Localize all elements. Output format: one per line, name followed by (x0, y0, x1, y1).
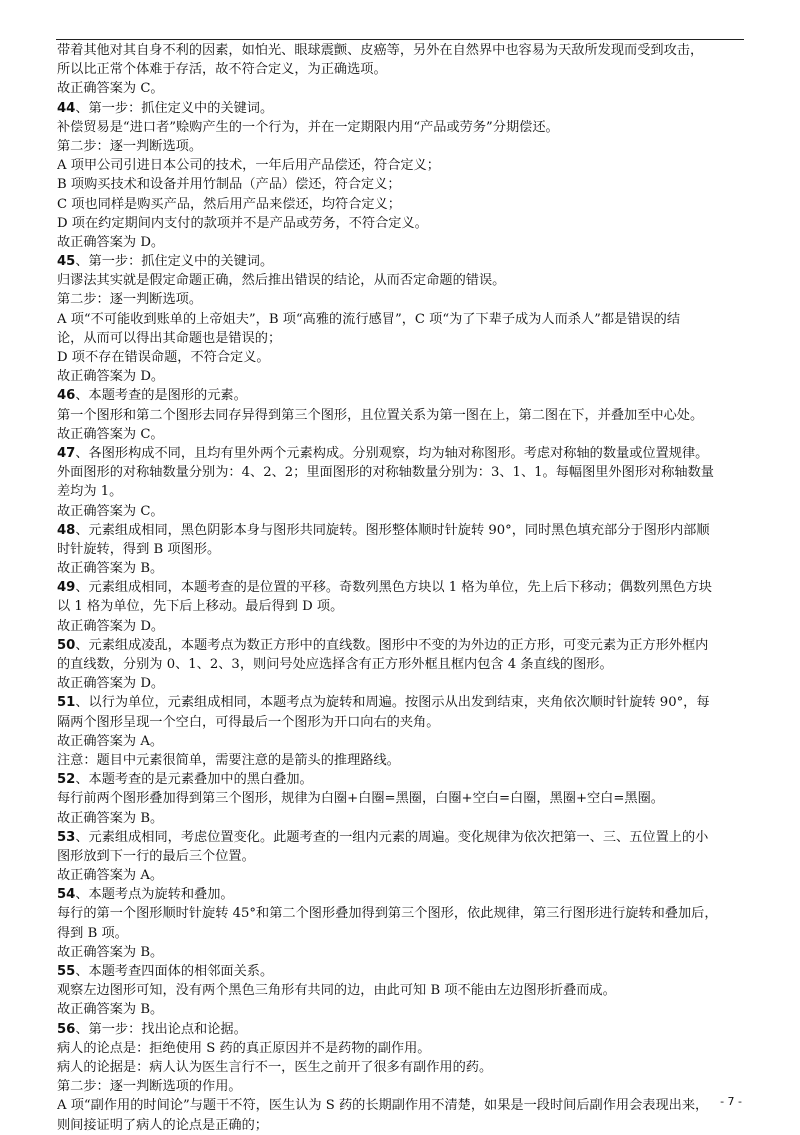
line-text: 外面图形的对称轴数量分别为：4、2、2；里面图形的对称轴数量分别为：3、1、1。每幅图里外图形对称轴数量 (57, 465, 714, 481)
text-line (57, 233, 745, 252)
question-number: 52 (57, 772, 76, 788)
question-number: 47 (57, 445, 76, 461)
text-line (57, 290, 745, 309)
question-number: 54 (57, 887, 76, 903)
line-text: 则间接证明了病人的论点是正确的； (57, 1117, 268, 1133)
line-text: 、第一步：抓住定义中的关键词。 (75, 100, 274, 116)
text-line (57, 559, 745, 578)
line-text: 、本题考查的是图形的元素。 (75, 388, 247, 404)
line-text: 故正确答案为 B。 (57, 1002, 164, 1018)
line-text: 得到 B 项。 (57, 925, 128, 941)
line-text: C 项也同样是购买产品，然后用产品来偿还，均符合定义； (57, 196, 401, 212)
text-line (57, 329, 745, 348)
line-text: 、各图形构成不同，且均有里外两个元素构成。分别观察，均为轴对称图形。考虑对称轴的数量或位置规律。 (75, 445, 709, 461)
line-text: D 项不存在错误命题，不符合定义。 (57, 350, 270, 365)
header-rule (56, 39, 744, 40)
text-line (57, 271, 745, 290)
line-text: 故正确答案为 B。 (57, 944, 164, 960)
text-line (57, 118, 745, 137)
line-text: 第二步：逐一判断选项的作用。 (57, 1079, 242, 1095)
question-heading-line (57, 578, 745, 597)
question-number: 53 (57, 829, 76, 845)
text-line (57, 175, 745, 194)
line-text: 故正确答案为 A。 (57, 868, 164, 884)
text-line (57, 1058, 745, 1077)
answer-text-body (57, 41, 745, 1135)
line-text: 病人的论据是：病人认为医生言行不一，医生之前开了很多有副作用的药。 (57, 1059, 493, 1075)
line-text: 论，从而可以得出其命题也是错误的； (57, 330, 282, 346)
text-line (57, 367, 745, 386)
question-heading-line (57, 885, 745, 904)
text-line (57, 1096, 745, 1115)
question-heading-line (57, 636, 745, 655)
line-text: A 项“不可能收到账单的上帝姐夫”，B 项“高雅的流行感冒”，C 项“为了下辈子成为人而杀人”都是错误的结 (57, 311, 681, 327)
line-text: 故正确答案为 C。 (57, 81, 164, 97)
text-line (57, 1000, 745, 1019)
line-text: 病人的论点是：拒绝使用 S 药的真正原因并不是药物的副作用。 (57, 1040, 431, 1056)
text-line (57, 981, 745, 1000)
question-heading-line (57, 252, 745, 271)
line-text: 差均为 1。 (57, 484, 123, 500)
line-text: 故正确答案为 A。 (57, 733, 164, 749)
line-text: 、以行为单位，元素组成相同，本题考点为旋转和周遍。按图示从出发到结束，夹角依次顺时针旋转 90°，每 (75, 695, 710, 711)
text-line (57, 463, 745, 482)
text-line (57, 1077, 745, 1096)
text-line (57, 406, 745, 425)
text-line (57, 866, 745, 885)
line-text: 图形放到下一行的最后三个位置。 (57, 848, 255, 864)
text-line (57, 809, 745, 828)
text-line (57, 41, 745, 60)
text-line (57, 789, 745, 808)
question-heading-line (57, 386, 745, 405)
text-line (57, 137, 745, 156)
line-text: 故正确答案为 D。 (57, 676, 165, 692)
line-text: 、本题考查的是元素叠加中的黑白叠加。 (75, 772, 313, 788)
text-line (57, 156, 745, 175)
page-number: - 7 - (720, 1095, 742, 1108)
line-text: B 项购买技术和设备并用竹制品（产品）偿还，符合定义； (57, 177, 401, 193)
text-line (57, 713, 745, 732)
line-text: 故正确答案为 D。 (57, 234, 165, 250)
line-text: 每行前两个图形叠加得到第三个图形，规律为白圈+白圈=黑圈，白圈+空白=白圈，黑圈+空白=黑圈。 (57, 791, 664, 807)
text-line (57, 924, 745, 943)
line-text: 每行的第一个图形顺时针旋转 45°和第二个图形叠加得到第三个图形，依此规律，第三行图形进行旋转和叠加后， (57, 906, 718, 922)
line-text: 第二步：逐一判断选项。 (57, 292, 203, 308)
line-text: 补偿贸易是“进口者”赊购产生的一个行为，并在一定期限内用“产品或劳务”分期偿还。 (57, 119, 559, 135)
line-text: 、本题考查四面体的相邻面关系。 (75, 964, 274, 979)
line-text: A 项甲公司引进日本公司的技术，一年后用产品偿还，符合定义； (57, 158, 440, 174)
line-text: A 项“副作用的时间论”与题干不符，医生认为 S 药的长期副作用不清楚，如果是一段时间后副作用会表现出来， (57, 1098, 709, 1114)
line-text: 观察左边图形可知，没有两个黑色三角形有共同的边，由此可知 B 项不能由左边图形折叠而成。 (57, 983, 616, 999)
text-line (57, 482, 745, 501)
line-text: 、本题考点为旋转和叠加。 (75, 887, 234, 903)
text-line (57, 597, 745, 616)
line-text: 、元素组成相同，本题考查的是位置的平移。奇数列黑色方块以 1 格为单位，先上后下移动；偶数列黑色方块 (75, 580, 712, 596)
line-text: 、元素组成相同，黑色阴影本身与图形共同旋转。图形整体顺时针旋转 90°，同时黑色填充部分于图形内部顺 (75, 522, 710, 538)
text-line (57, 674, 745, 693)
text-line (57, 60, 745, 79)
question-number: 56 (57, 1021, 76, 1037)
question-heading-line (57, 962, 745, 981)
text-line (57, 904, 745, 923)
text-line (57, 1039, 745, 1058)
question-number: 44 (57, 100, 76, 116)
line-text: 注意：题目中元素很简单，需要注意的是箭头的推理路线。 (57, 752, 400, 768)
question-heading-line (57, 444, 745, 463)
question-number: 46 (57, 388, 76, 404)
text-line (57, 502, 745, 521)
text-line (57, 540, 745, 559)
text-line (57, 348, 745, 367)
line-text: 带着其他对其自身不利的因素，如怕光、眼球震颤、皮癌等，另外在自然界中也容易为天敌所发现而受到攻击， (57, 43, 704, 58)
text-line (57, 214, 745, 233)
line-text: 故正确答案为 B。 (57, 810, 164, 826)
line-text: 故正确答案为 C。 (57, 503, 164, 519)
question-heading-line (57, 99, 745, 118)
line-text: 故正确答案为 C。 (57, 426, 164, 442)
question-heading-line (57, 770, 745, 789)
question-number: 45 (57, 254, 76, 270)
text-line (57, 425, 745, 444)
question-heading-line (57, 693, 745, 712)
line-text: 隔两个图形呈现一个空白，可得最后一个图形为开口向右的夹角。 (57, 714, 440, 730)
line-text: 以 1 格为单位，先下后上移动。最后得到 D 项。 (57, 599, 344, 615)
line-text: 第一个图形和第二个图形去同存异得到第三个图形，且位置关系为第一图在上，第二图在下，并叠加至中心处。 (57, 407, 704, 423)
text-line (57, 655, 745, 674)
question-number: 55 (57, 964, 76, 979)
question-number: 48 (57, 522, 76, 538)
text-line (57, 79, 745, 98)
question-number: 51 (57, 695, 76, 711)
question-heading-line (57, 1020, 745, 1039)
text-line (57, 195, 745, 214)
line-text: 、元素组成相同，考虑位置变化。此题考查的一组内元素的周遍。变化规律为依次把第一、三、五位置上的小 (75, 829, 709, 845)
text-line (57, 943, 745, 962)
line-text: 故正确答案为 B。 (57, 561, 164, 577)
line-text: 归谬法其实就是假定命题正确，然后推出错误的结论，从而否定命题的错误。 (57, 273, 506, 289)
text-line (57, 847, 745, 866)
question-number: 50 (57, 637, 76, 653)
question-heading-line (57, 828, 745, 847)
line-text: 、元素组成凌乱，本题考点为数正方形中的直线数。图形中不变的为外边的正方形，可变元素为正方形外框内 (75, 637, 709, 653)
line-text: 所以比正常个体难于存活，故不符合定义，为正确选项。 (57, 62, 387, 78)
line-text: 时针旋转，得到 B 项图形。 (57, 541, 221, 557)
question-number: 49 (57, 580, 76, 596)
line-text: 第二步：逐一判断选项。 (57, 138, 203, 154)
line-text: 、第一步：找出论点和论据。 (75, 1021, 247, 1037)
text-line (57, 751, 745, 770)
text-line (57, 617, 745, 636)
text-line (57, 310, 745, 329)
line-text: 故正确答案为 D。 (57, 618, 165, 634)
line-text: 、第一步：抓住定义中的关键词。 (75, 254, 274, 270)
line-text: D 项在约定期间内支付的款项并不是产品或劳务，不符合定义。 (57, 215, 428, 231)
line-text: 故正确答案为 D。 (57, 369, 165, 385)
question-heading-line (57, 521, 745, 540)
line-text: 的直线数，分别为 0、1、2、3，则问号处应选择含有正方形外框且框内包含 4 条直线的图形。 (57, 657, 613, 672)
text-line (57, 732, 745, 751)
